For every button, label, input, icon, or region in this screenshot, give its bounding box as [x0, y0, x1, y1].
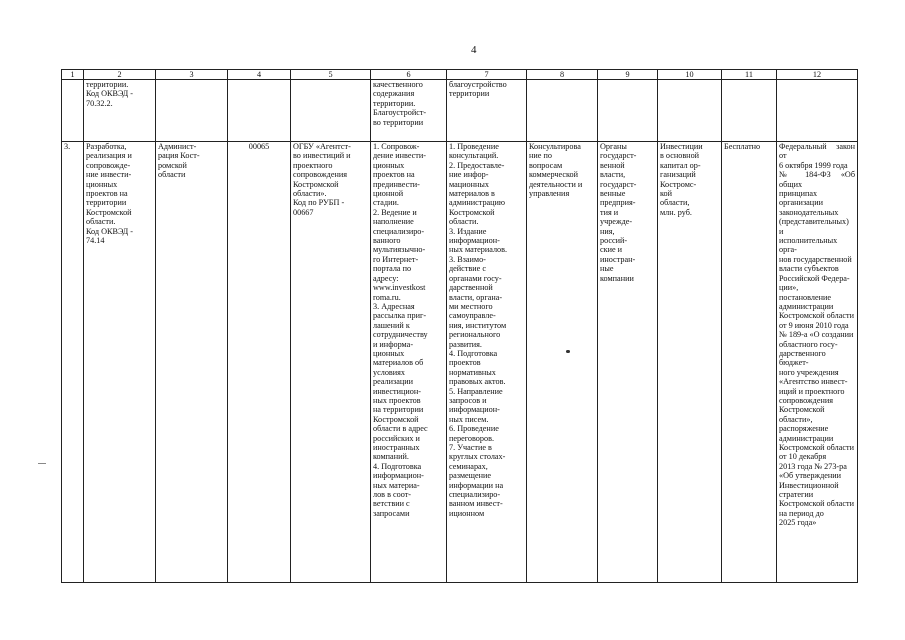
cell-line: ных материа-: [373, 480, 420, 490]
cell-line: прединвести-: [373, 179, 420, 189]
cell-line: Инвестиции: [660, 142, 703, 151]
cell-line: благоустройство: [449, 80, 507, 89]
cell-line: на период до: [779, 508, 824, 518]
cell-line: тия и: [600, 207, 619, 217]
cell-line: области в адрес: [373, 424, 428, 434]
cell-line: Код ОКВЭД -: [86, 89, 134, 99]
cell-line: Код по РУБП -: [293, 198, 345, 208]
cell-line: 2. Предоставле-: [449, 160, 505, 170]
column-number: 5: [291, 70, 371, 80]
cell-line: качественного: [373, 80, 423, 89]
cell-line: 70.32.2.: [86, 98, 113, 108]
cell-line: Костромской: [293, 179, 339, 189]
column-number: 7: [447, 70, 527, 80]
cell-line: 3. Взаимо-: [449, 254, 486, 264]
cell-line: ние по: [529, 151, 552, 161]
cell-line: «Агентство инвест-: [779, 377, 848, 387]
cell-line: российских и: [373, 433, 420, 443]
cell-line: власти субъектов: [779, 264, 839, 274]
cell-line: венные: [600, 189, 626, 199]
cell-line: иностранных: [373, 443, 420, 452]
cell-line: Костромской области: [779, 443, 854, 452]
cell-line: россий-: [600, 236, 628, 246]
cell-category: [527, 142, 598, 583]
cell-line: 1. Сопровож-: [373, 142, 420, 151]
cell-line: Инвестиционной: [779, 480, 839, 490]
cell-line: территории.: [86, 80, 129, 89]
column-number: 10: [658, 70, 722, 80]
cell-line: Админист-: [158, 142, 197, 151]
cell-line: рация Кост-: [158, 151, 200, 161]
cell-line: во территории: [373, 117, 424, 127]
cell-line: регионального: [449, 330, 501, 340]
cell-line: сопровождения: [293, 170, 347, 180]
cell-line: дарственного бюджет-: [779, 348, 826, 368]
column-number: 12: [777, 70, 858, 80]
cell-line: власти, органа-: [449, 292, 503, 302]
cell-line: капитал ор-: [660, 160, 701, 170]
cell-line: территории: [449, 89, 490, 99]
cell-line: материалов в: [449, 189, 495, 199]
cell-line: Благоустройст-: [373, 108, 427, 118]
column-number: 2: [84, 70, 156, 80]
cell-line: проектов на: [86, 189, 128, 199]
cell-line: ных материалов.: [449, 245, 508, 255]
cell-founder-code: 00065: [228, 142, 291, 583]
cell-line: государст-: [600, 179, 637, 189]
cell-line: органами госу-: [449, 273, 502, 283]
cell-line: Костромской области: [779, 311, 854, 321]
cell-line: ванном инвест-: [449, 499, 503, 509]
cell-line: исполнительных орга-: [779, 236, 838, 255]
cell-line: правовых актов.: [449, 377, 506, 387]
cell-line: го Интернет-: [373, 254, 419, 264]
cell-line: Костромской: [373, 414, 419, 424]
column-number: 11: [722, 70, 777, 80]
cell-line: ние инвести-: [86, 170, 132, 180]
cell-line: иностран-: [600, 254, 636, 264]
cell-line: 1. Проведение: [449, 142, 499, 151]
cell-line: деятельности и: [529, 179, 583, 189]
cell-line: № 189-а «О создании: [779, 330, 854, 340]
cell-line: размещение: [449, 471, 491, 481]
cell-line: администрацию: [449, 198, 506, 208]
cell-line: рассылка приг-: [373, 311, 427, 321]
cell-line: адресу:: [373, 273, 399, 283]
cell-line: информацион-: [449, 405, 500, 415]
cell-line: проектного: [293, 160, 333, 170]
cell-line: Костромс-: [660, 179, 697, 189]
table-row-continued: [62, 80, 858, 142]
cell-line: Костромской области: [779, 499, 854, 509]
cell: [291, 80, 371, 142]
cell: [658, 80, 722, 142]
cell-line: области,: [660, 198, 690, 208]
cell-line: ционных: [373, 348, 405, 358]
cell-line: ционной: [373, 189, 404, 199]
cell-line: ционных: [86, 179, 118, 189]
cell-line: 2013 года № 273-ра: [779, 461, 847, 471]
cell-line: 4. Подготовка: [449, 348, 498, 358]
cell-line: областного госу-: [779, 339, 838, 349]
page-number: 4: [471, 44, 477, 56]
cell-line: дение инвести-: [373, 151, 426, 161]
cell-line: 2025 года»: [779, 518, 817, 528]
cell-line: ванного: [373, 236, 401, 246]
cell-line: дарственной: [449, 283, 493, 293]
cell-legal-basis: [777, 142, 858, 583]
cell-line: 7. Участие в: [449, 443, 492, 452]
cell-line: венной: [600, 160, 625, 170]
cell-line: информацион-: [373, 471, 424, 481]
cell-line: иций и проектного: [779, 386, 845, 396]
cell-line: от 10 декабря: [779, 452, 827, 462]
cell: [228, 80, 291, 142]
cell-line: ми местного: [449, 301, 493, 311]
cell-line: постановление: [779, 292, 831, 302]
cell-line: ромской: [158, 160, 187, 170]
cell-payment: Бесплатно: [722, 142, 777, 583]
cell-line: ных писем.: [449, 414, 489, 424]
cell-line: ния,: [600, 226, 615, 236]
cell: [156, 80, 228, 142]
column-number: 8: [527, 70, 598, 80]
cell-line: (представительных) и: [779, 217, 849, 236]
column-number-row: [62, 70, 858, 80]
cell-line: мационных: [449, 179, 489, 189]
cell-line: Код ОКВЭД -: [86, 226, 134, 236]
cell-line: территории: [86, 198, 127, 208]
cell-line: ния, институтом: [449, 320, 507, 330]
cell-line: мультиязычно-: [373, 245, 426, 255]
cell-line: Костромской области»,: [779, 405, 825, 424]
cell-line: стратегии: [779, 490, 814, 500]
cell-line: специализиро-: [449, 490, 501, 500]
cell-line: Консультирова: [529, 142, 581, 151]
cell-line: иционном: [449, 508, 485, 518]
cell-line: портала по: [373, 264, 412, 274]
cell-line: переговоров.: [449, 433, 494, 443]
cell-indicators: [658, 142, 722, 583]
cell-line: круглых столах-: [449, 452, 506, 462]
column-number: 9: [598, 70, 658, 80]
cell-line: 74.14: [86, 236, 105, 246]
cell-line: ние инфор-: [449, 170, 489, 180]
cell-line: ОГБУ «Агентст-: [293, 142, 351, 151]
cell-line: 6. Проведение: [449, 424, 499, 434]
cell: [598, 80, 658, 142]
cell-line: № 184-ФЗ «Об общих: [779, 170, 855, 189]
cell-line: организации: [779, 198, 823, 208]
cell-line: реализации: [373, 377, 414, 387]
cell-line: www.investkost: [373, 283, 426, 293]
cell-line: нов государственной: [779, 254, 852, 264]
cell-line: развития.: [449, 339, 482, 349]
cell-line: нормативных: [449, 367, 496, 377]
cell-line: реализация и: [86, 151, 132, 161]
cell-line: млн. руб.: [660, 207, 692, 217]
cell-line: запросами: [373, 508, 410, 518]
cell-line: во инвестиций и: [293, 151, 351, 161]
cell-line: ного учреждения: [779, 367, 839, 377]
cell-line: консультаций.: [449, 151, 499, 161]
cell-line: в основной: [660, 151, 700, 161]
scan-mark: [38, 463, 46, 464]
table-row: [62, 142, 858, 583]
cell-line: 3. Адресная: [373, 301, 415, 311]
cell-line: компаний.: [373, 452, 409, 462]
cell-line: проектов на: [373, 170, 415, 180]
cell-line: условиях: [373, 367, 406, 377]
cell-line: области.: [449, 217, 479, 227]
cell-line: учрежде-: [600, 217, 633, 227]
cell-line: 2. Ведение и: [373, 207, 417, 217]
cell: [777, 80, 858, 142]
cell-line: области.: [86, 217, 116, 227]
cell-line: инвестицион-: [373, 386, 421, 396]
cell-service-name: [84, 80, 156, 142]
cell-line: на территории: [373, 405, 424, 415]
cell-line: сопровожде-: [86, 160, 131, 170]
cell-line: наполнение: [373, 217, 414, 227]
cell: [62, 80, 84, 142]
cell-line: государст-: [600, 151, 637, 161]
cell-service-name: [84, 142, 156, 583]
cell-line: ных проектов: [373, 395, 421, 405]
cell-line: области».: [293, 189, 327, 199]
cell-line: сопровождения: [779, 395, 833, 405]
cell-line: запросов и: [449, 395, 487, 405]
cell-line: ские и: [600, 245, 623, 255]
cell-line: 4. Подготовка: [373, 461, 422, 471]
cell-line: специализиро-: [373, 226, 425, 236]
cell-conditions: [447, 80, 527, 142]
cell-line: принципах: [779, 189, 818, 199]
cell-line: Российской Федера-: [779, 273, 850, 283]
cell-line: проектов: [449, 358, 481, 368]
cell-line: области: [158, 170, 186, 180]
cell-line: ные: [600, 264, 614, 274]
cell-line: Органы: [600, 142, 627, 151]
cell-line: 5. Направление: [449, 386, 503, 396]
cell-line: компании: [600, 273, 634, 283]
cell: [722, 80, 777, 142]
cell-line: коммерческой: [529, 170, 579, 180]
cell-row-number: 3.: [62, 142, 84, 583]
cell-line: ции»,: [779, 283, 799, 293]
cell-line: от 9 июня 2010 года: [779, 320, 849, 330]
cell-institution: [291, 142, 371, 583]
cell-line: информации на: [449, 480, 504, 490]
cell-line: «Об утверждении: [779, 471, 842, 481]
cell-line: действие с: [449, 264, 486, 274]
cell-line: власти,: [600, 170, 626, 180]
cell-line: 6 октября 1999 года: [779, 160, 848, 170]
cell-line: сотрудничеству: [373, 330, 428, 340]
cell-line: Костромской: [449, 207, 495, 217]
cell-line: информацион-: [449, 236, 500, 246]
cell-line: лов в соот-: [373, 490, 412, 500]
cell-line: и информа-: [373, 339, 414, 349]
cell-line: лашений к: [373, 320, 410, 330]
cell-line: ганизаций: [660, 170, 696, 180]
cell-line: семинарах,: [449, 461, 488, 471]
cell-line: законодательных: [779, 207, 839, 217]
cell-line: администрации: [779, 433, 834, 443]
cell-line: стадии.: [373, 198, 399, 208]
cell-line: Федеральный закон от: [779, 142, 855, 161]
cell-line: территории.: [373, 98, 416, 108]
cell-line: Разработка,: [86, 142, 127, 151]
services-table: [61, 69, 858, 583]
cell-line: 3. Издание: [449, 226, 487, 236]
cell-line: содержания: [373, 89, 415, 99]
cell-line: самоуправле-: [449, 311, 496, 321]
cell-line: распоряжение: [779, 424, 829, 434]
cell: [527, 80, 598, 142]
column-number: 4: [228, 70, 291, 80]
cell-line: roma.ru.: [373, 292, 401, 302]
cell-content: [371, 142, 447, 583]
cell-conditions: [447, 142, 527, 583]
column-number: 1: [62, 70, 84, 80]
cell-line: управления: [529, 189, 570, 199]
cell-line: 00667: [293, 207, 314, 217]
cell-consumers: [598, 142, 658, 583]
cell-line: предприя-: [600, 198, 636, 208]
cell-founder: [156, 142, 228, 583]
cell-line: администрации: [779, 301, 834, 311]
cell-line: материалов об: [373, 358, 424, 368]
cell-content: [371, 80, 447, 142]
cell-line: ветствии с: [373, 499, 410, 509]
cell-line: кой: [660, 189, 673, 199]
cell-line: ционных: [373, 160, 405, 170]
scan-speck: [566, 350, 570, 353]
column-number: 6: [371, 70, 447, 80]
cell-line: Костромской: [86, 207, 132, 217]
cell-line: вопросам: [529, 160, 563, 170]
column-number: 3: [156, 70, 228, 80]
